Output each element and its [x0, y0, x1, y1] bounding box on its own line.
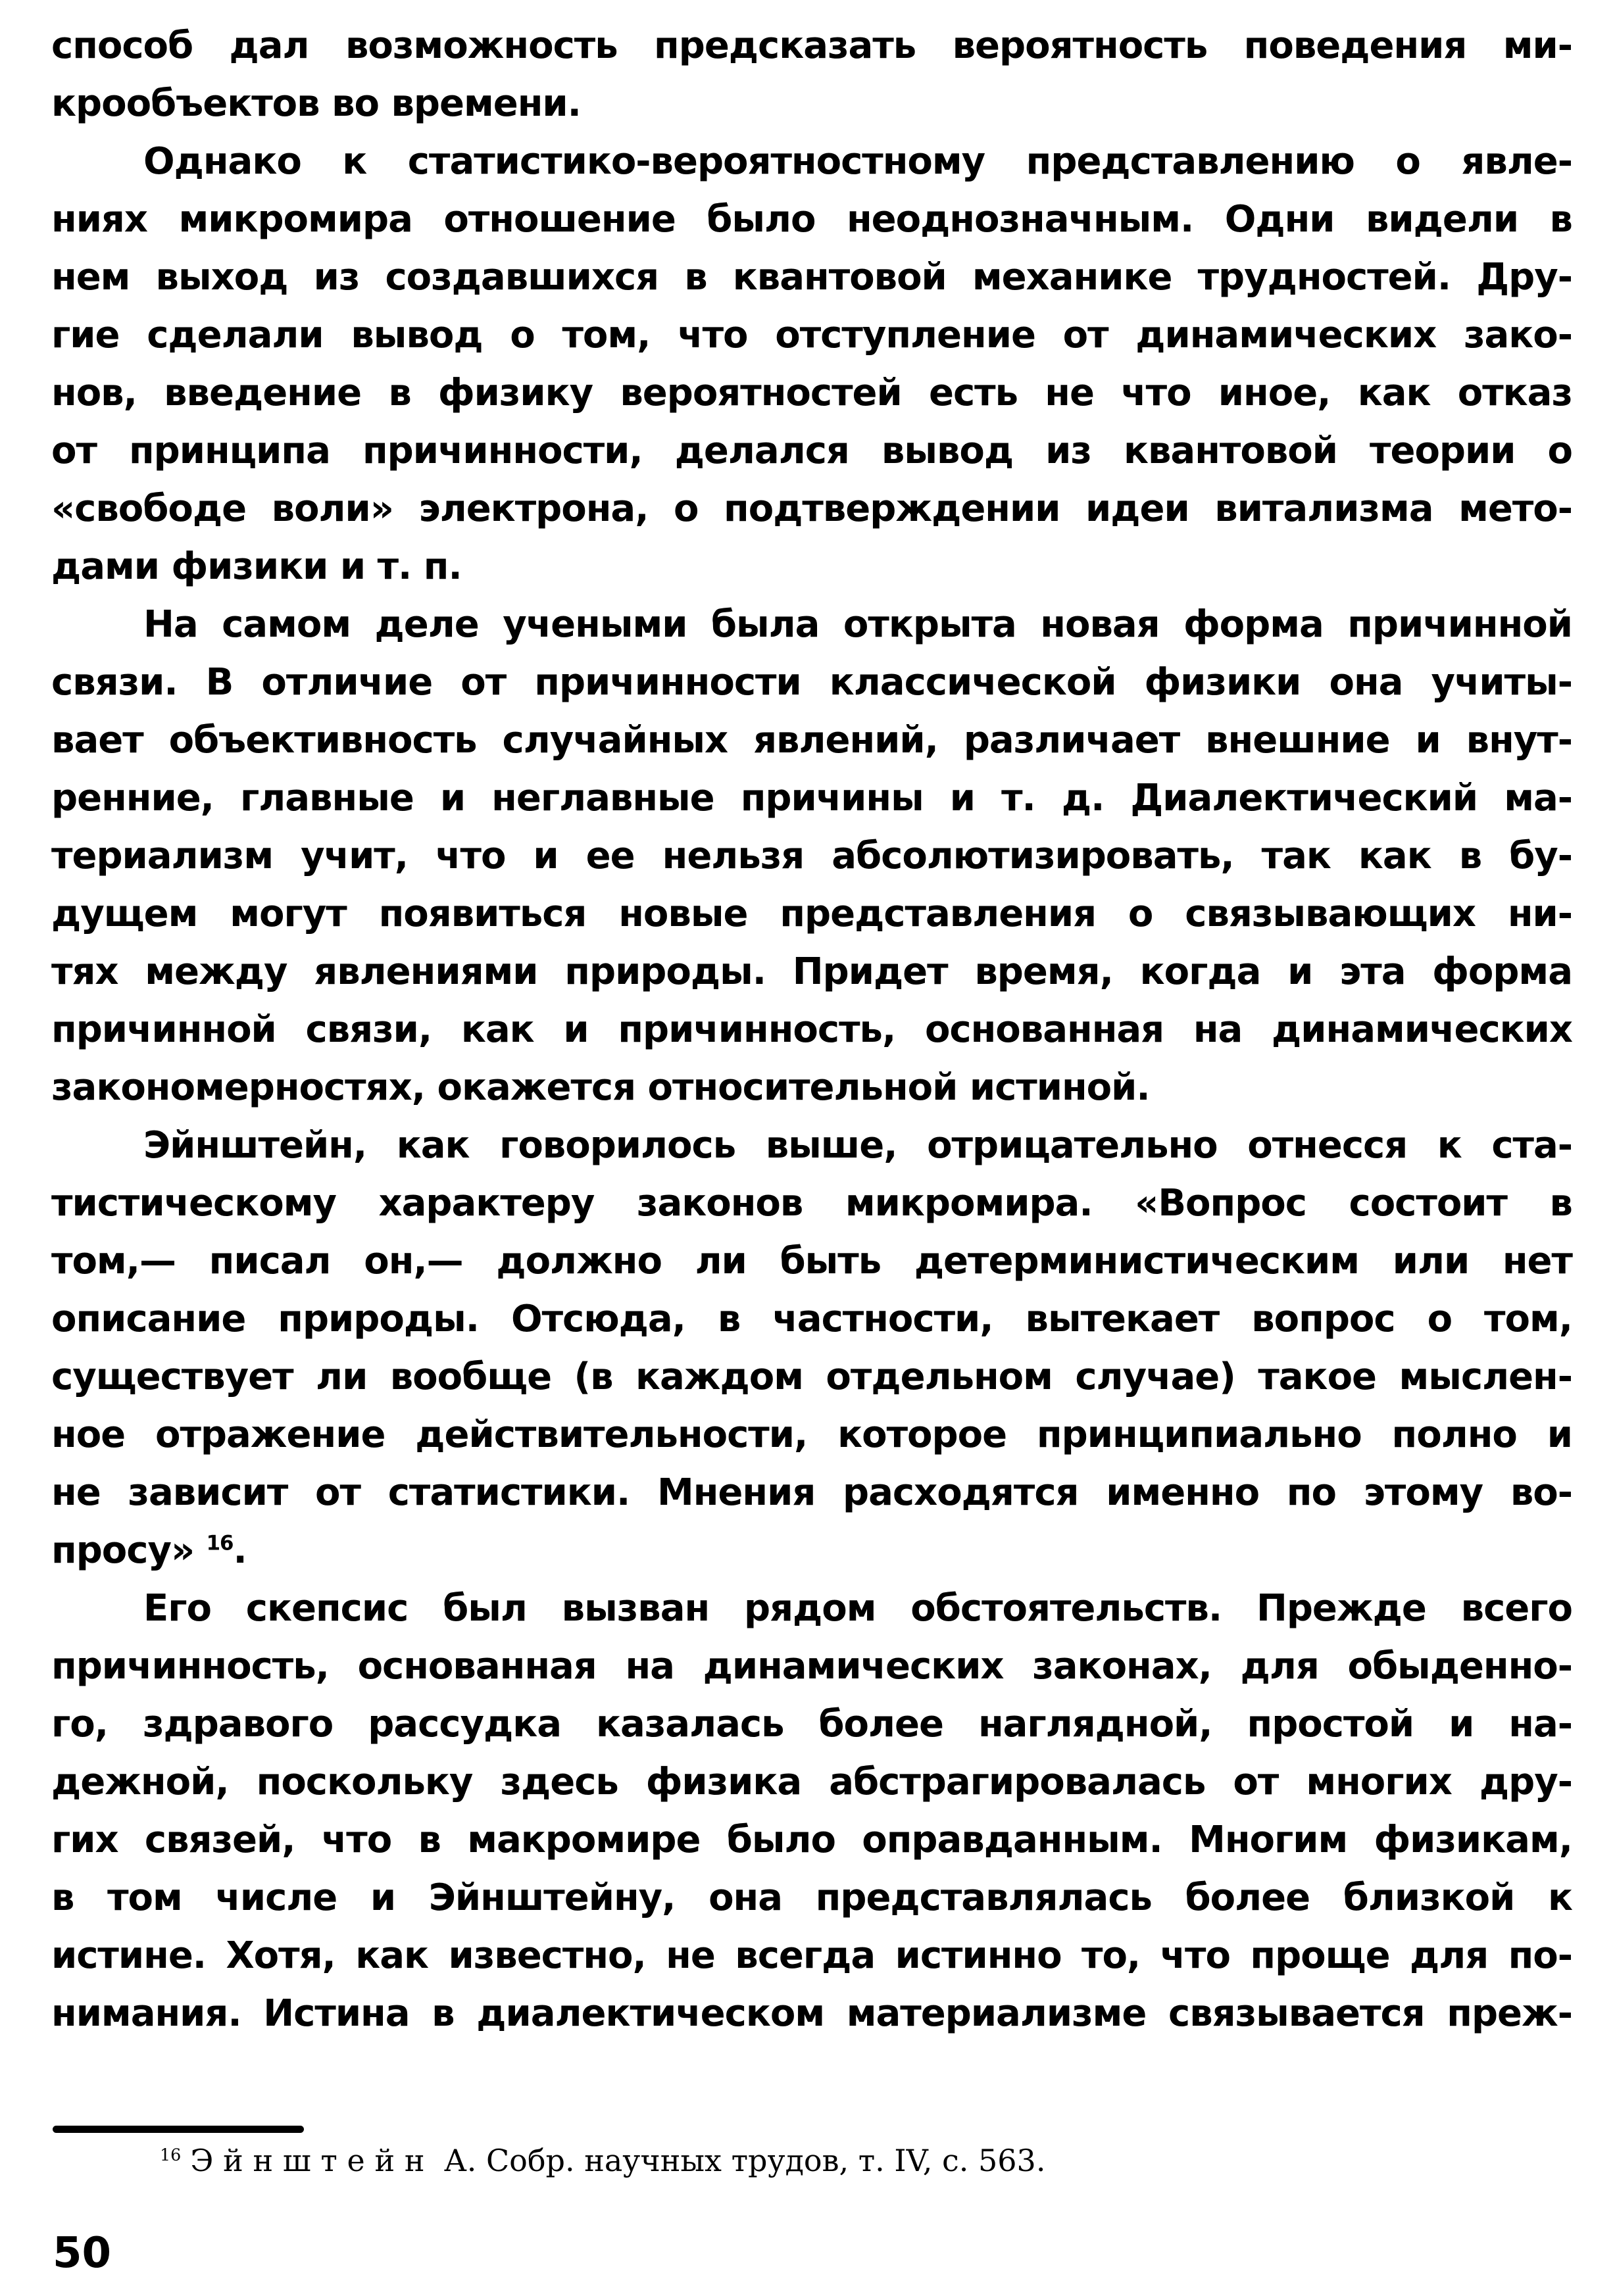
text-line: не зависит от статистики. Мнения расходятся именно по этому во-	[51, 1471, 1572, 1514]
text-line: связи. В отличие от причинности классической физики она учиты-	[51, 661, 1572, 704]
footnote-separator-rule	[53, 2126, 304, 2133]
text-line: дущем могут появиться новые представления о связывающих ни-	[51, 892, 1572, 935]
footnote-text: А. Собр. научных трудов, т. IV, с. 563.	[443, 2143, 1046, 2178]
text-line: го, здравого рассудка казалась более наглядной, простой и на-	[51, 1703, 1572, 1746]
text-line: том,— писал он,— должно ли быть детерминистическим или нет	[51, 1240, 1572, 1282]
text-line: гие сделали вывод о том, что отступление от динамических зако-	[51, 314, 1572, 356]
text-line: закономерностях, окажется относительной истиной.	[51, 1066, 1150, 1109]
text-line: териализм учит, что и ее нельзя абсолютизировать, так как в бу-	[51, 835, 1572, 877]
footnote	[51, 2139, 1615, 2182]
text-line: крообъектов во времени.	[51, 82, 581, 125]
text-line: описание природы. Отсюда, в частности, вытекает вопрос о том,	[51, 1298, 1572, 1340]
text-line: гих связей, что в макромире было оправданным. Многим физикам,	[51, 1819, 1572, 1861]
body-text	[51, 17, 1572, 2043]
text-line: в том числе и Эйнштейну, она представлялась более близкой к	[51, 1876, 1572, 1919]
text-line: вает объективность случайных явлений, различает внешние и внут-	[51, 719, 1572, 762]
text-line: способ дал возможность предсказать вероятность поведения ми-	[51, 24, 1572, 67]
text-line: Однако к статистико-вероятностному представлению о явле-	[143, 140, 1572, 183]
text-line: нов, введение в физику вероятностей есть не что иное, как отказ	[51, 372, 1572, 414]
text-line: нем выход из создавшихся в квантовой механике трудностей. Дру-	[51, 256, 1572, 299]
text-line: ниях микромира отношение было неоднозначным. Одни видели в	[51, 198, 1572, 241]
footnote-reference: 16	[206, 1531, 234, 1555]
footnote-marker: 16	[160, 2145, 182, 2164]
text-line: причинность, основанная на динамических законах, для обыденно-	[51, 1645, 1572, 1688]
text-line: нимания. Истина в диалектическом материализме связывается преж-	[51, 1992, 1572, 2035]
text-line: истине. Хотя, как известно, не всегда истинно то, что проще для по-	[51, 1934, 1572, 1977]
text-line: дами физики и т. п.	[51, 545, 462, 588]
text-line: Эйнштейн, как говорилось выше, отрицательно отнесся к ста-	[143, 1124, 1572, 1167]
text-line: от принципа причинности, делался вывод из квантовой теории о	[51, 429, 1572, 472]
text-line: «свободе воли» электрона, о подтверждении идеи витализма мето-	[51, 487, 1572, 530]
text-line: На самом деле учеными была открыта новая форма причинной	[143, 603, 1572, 646]
text-line: Его скепсис был вызван рядом обстоятельств. Прежде всего	[143, 1587, 1572, 1630]
text-line: причинной связи, как и причинность, основанная на динамических	[51, 1008, 1572, 1051]
text-line: просу» $^{16}$.	[51, 1529, 247, 1572]
page-number: 50	[53, 2229, 112, 2278]
footnote-author: Эйнштейн	[190, 2143, 435, 2178]
text-line: существует ли вообще (в каждом отдельном случае) такое мыслен-	[51, 1356, 1572, 1398]
text-line: тях между явлениями природы. Придет время, когда и эта форма	[51, 950, 1572, 993]
text-line: ренние, главные и неглавные причины и т. д. Диалектический ма-	[51, 777, 1572, 819]
text-line: ное отражение действительности, которое принципиально полно и	[51, 1413, 1572, 1456]
text-line: дежной, поскольку здесь физика абстрагировалась от многих дру-	[51, 1761, 1572, 1803]
text-line: тистическому характеру законов микромира. «Вопрос состоит в	[51, 1182, 1572, 1225]
